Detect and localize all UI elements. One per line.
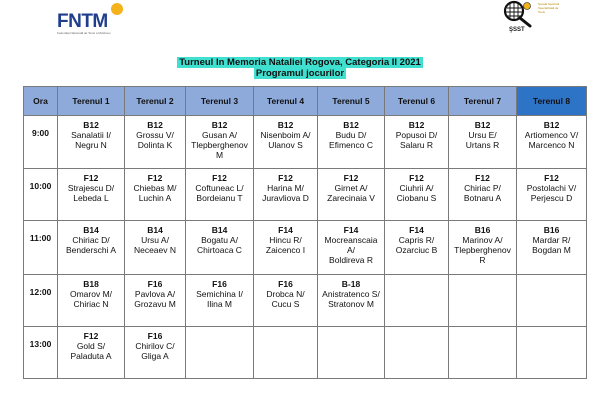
player-names: Ilina M [206, 299, 233, 309]
player-names: Bogdan M [532, 245, 571, 255]
header-row [24, 87, 587, 116]
match-category: B12 [277, 120, 294, 130]
player-names: Omarov M/ [69, 289, 113, 299]
match-cell [254, 169, 318, 221]
player-names: Coftuneac L/ [195, 183, 244, 193]
match-cell [58, 116, 125, 169]
column-header-court-3: Terenul 3 [186, 87, 254, 116]
match-cell [125, 275, 186, 327]
match-category: F14 [343, 225, 359, 235]
player-names: Tlepberghenov R [454, 245, 511, 265]
match-category: B14 [83, 225, 99, 235]
player-names: Gusan A/ [202, 130, 237, 140]
match-cell [58, 169, 125, 221]
match-cell [254, 116, 318, 169]
match-category: F12 [343, 173, 359, 183]
tournament-title: Turneul In Memoria Nataliei Rogova, Categoria II 2021 [179, 57, 421, 68]
column-header-time: Ora [24, 87, 58, 116]
empty-cell [385, 327, 449, 379]
player-names: Chiriac N [73, 299, 109, 309]
player-names: Grossu V/ [136, 130, 174, 140]
match-cell [125, 116, 186, 169]
ssst-logo-text: ŞSST [509, 27, 525, 33]
table-row [24, 275, 587, 327]
empty-cell [385, 275, 449, 327]
player-names: Efimenco C [329, 140, 373, 150]
player-names: Girnet A/ [334, 183, 368, 193]
match-category: B14 [147, 225, 163, 235]
player-names: Chiriac D/ [72, 235, 110, 245]
match-category: B-18 [341, 279, 361, 289]
match-category: F14 [278, 225, 293, 235]
match-category: F12 [83, 173, 99, 183]
match-category: B12 [343, 120, 359, 130]
table-row [24, 169, 587, 221]
player-names: Zarecinaia V [327, 193, 375, 203]
player-names: Capris R/ [398, 235, 435, 245]
player-names: Ciobanu S [396, 193, 437, 203]
player-names: Zaicenco I [265, 245, 306, 255]
column-header-court-5: Terenul 5 [318, 87, 385, 116]
player-names: Marcenco N [528, 140, 575, 150]
player-names: Botnaru A [463, 193, 502, 203]
time-slot: 13:00 [24, 327, 58, 379]
match-cell [125, 169, 186, 221]
match-cell [186, 116, 254, 169]
time-slot: 9:00 [24, 116, 58, 169]
match-cell [125, 327, 186, 379]
match-cell [449, 221, 517, 275]
player-names: Tlepberghenov [191, 140, 248, 150]
player-names: Lebeda L [73, 193, 109, 203]
player-names: Cucu S [271, 299, 300, 309]
player-names: Dolinta K [137, 140, 173, 150]
match-cell [254, 275, 318, 327]
match-cell [58, 221, 125, 275]
player-names: Ursu E/ [468, 130, 497, 140]
player-names: Benderschi A [65, 245, 117, 255]
match-category: B16 [543, 225, 560, 235]
empty-cell [449, 275, 517, 327]
player-names: Neceaev N [133, 245, 177, 255]
table-row [24, 116, 587, 169]
match-category: B12 [543, 120, 560, 130]
match-category: F12 [83, 331, 99, 341]
empty-cell [254, 327, 318, 379]
column-header-court-8: Terenul 8 [517, 87, 587, 116]
empty-cell [449, 327, 517, 379]
player-names: Urtans R [465, 140, 500, 150]
table-row [24, 221, 587, 275]
match-cell [385, 116, 449, 169]
match-category: B12 [211, 120, 228, 130]
empty-cell [186, 327, 254, 379]
fntm-logo-subtitle: Federația Națională de Tenis a Moldovei [57, 31, 111, 35]
player-names: Hincu R/ [269, 235, 302, 245]
player-names: Luchin A [138, 193, 172, 203]
player-names: M [215, 150, 224, 160]
ssst-logo [498, 0, 558, 40]
player-names: Marinov A/ [462, 235, 503, 245]
player-names: Negru N [75, 140, 107, 150]
fntm-logo-text: FNTM [57, 11, 108, 32]
column-header-court-4: Terenul 4 [254, 87, 318, 116]
match-cell [254, 221, 318, 275]
player-names: Ciuhrii A/ [399, 183, 434, 193]
match-cell [318, 221, 385, 275]
player-names: Salaru R [399, 140, 434, 150]
match-category: F12 [409, 173, 424, 183]
empty-cell [318, 327, 385, 379]
player-names: Budu D/ [335, 130, 367, 140]
player-names: Semichina I/ [196, 289, 243, 299]
match-category: B12 [408, 120, 425, 130]
player-names: A/ [346, 245, 356, 255]
tennis-racket-icon [498, 0, 538, 28]
schedule-table [23, 86, 587, 379]
fntm-logo [57, 2, 129, 36]
match-category: B12 [474, 120, 491, 130]
player-names: Strajescu D/ [67, 183, 115, 193]
match-category: B16 [474, 225, 491, 235]
player-names: Chirilov C/ [135, 341, 175, 351]
match-cell [517, 169, 587, 221]
player-names: Ulanov S [268, 140, 303, 150]
match-category: B14 [211, 225, 228, 235]
player-names: Ursu A/ [141, 235, 169, 245]
match-cell [385, 221, 449, 275]
match-category: B18 [83, 279, 99, 289]
match-cell [517, 221, 587, 275]
player-names: Chiriac P/ [464, 183, 501, 193]
player-names: Anistratenco S/ [322, 289, 380, 299]
match-cell [186, 275, 254, 327]
player-names: Stratonov M [328, 299, 374, 309]
column-header-court-1: Terenul 1 [58, 87, 125, 116]
match-cell [385, 169, 449, 221]
player-names: Pavlova A/ [134, 289, 176, 299]
player-names: Juravliova D [262, 193, 309, 203]
player-names: Perjescu D [530, 193, 573, 203]
match-cell [449, 116, 517, 169]
player-names: Gliga A [141, 351, 169, 361]
match-cell [58, 327, 125, 379]
match-cell [186, 221, 254, 275]
player-names: Artiomenco V/ [524, 130, 579, 140]
match-cell [125, 221, 186, 275]
match-cell [318, 169, 385, 221]
match-cell [449, 169, 517, 221]
player-names: Bordeianu T [196, 193, 243, 203]
time-slot: 11:00 [24, 221, 58, 275]
player-names: Chirtoaca C [197, 245, 242, 255]
player-names: Harina M/ [267, 183, 304, 193]
match-category: F16 [278, 279, 293, 289]
player-names: Nisenboim A/ [260, 130, 311, 140]
match-category: F16 [147, 331, 163, 341]
table-row [24, 327, 587, 379]
match-cell [318, 275, 385, 327]
player-names: Mardar R/ [532, 235, 571, 245]
player-names: Drobca N/ [266, 289, 305, 299]
ssst-logo-club-text: Școala Sportivă Specializată de Tenis [538, 2, 560, 14]
match-category: F12 [475, 173, 490, 183]
match-cell [58, 275, 125, 327]
time-slot: 10:00 [24, 169, 58, 221]
title-row-2 [0, 63, 600, 81]
column-header-court-7: Terenul 7 [449, 87, 517, 116]
player-names: Bogatu A/ [201, 235, 238, 245]
match-category: F12 [278, 173, 293, 183]
tennis-ball-icon [111, 3, 123, 15]
player-names: Boldireva R [329, 255, 373, 265]
column-header-court-2: Terenul 2 [125, 87, 186, 116]
empty-cell [517, 275, 587, 327]
match-category: F12 [544, 173, 559, 183]
match-category: F14 [409, 225, 424, 235]
match-category: F12 [147, 173, 163, 183]
match-cell [186, 169, 254, 221]
player-names: Gold S/ [76, 341, 106, 351]
match-category: F16 [212, 279, 227, 289]
player-names: Postolachi V/ [526, 183, 577, 193]
match-category: B12 [147, 120, 163, 130]
schedule-title: Programul jocurilor [255, 68, 345, 79]
player-names: Chiebas M/ [133, 183, 177, 193]
player-names: Paladuta A [70, 351, 112, 361]
player-names: Mocreanscaia [324, 235, 378, 245]
player-names: Grozavu M [134, 299, 176, 309]
player-names: Ozarciuc B [395, 245, 438, 255]
match-category: F12 [212, 173, 227, 183]
match-cell [517, 116, 587, 169]
match-cell [318, 116, 385, 169]
empty-cell [517, 327, 587, 379]
match-category: F16 [147, 279, 163, 289]
column-header-court-6: Terenul 6 [385, 87, 449, 116]
match-category: B12 [83, 120, 99, 130]
player-names: Sanalatii I/ [71, 130, 111, 140]
player-names: Popusoi D/ [395, 130, 438, 140]
time-slot: 12:00 [24, 275, 58, 327]
